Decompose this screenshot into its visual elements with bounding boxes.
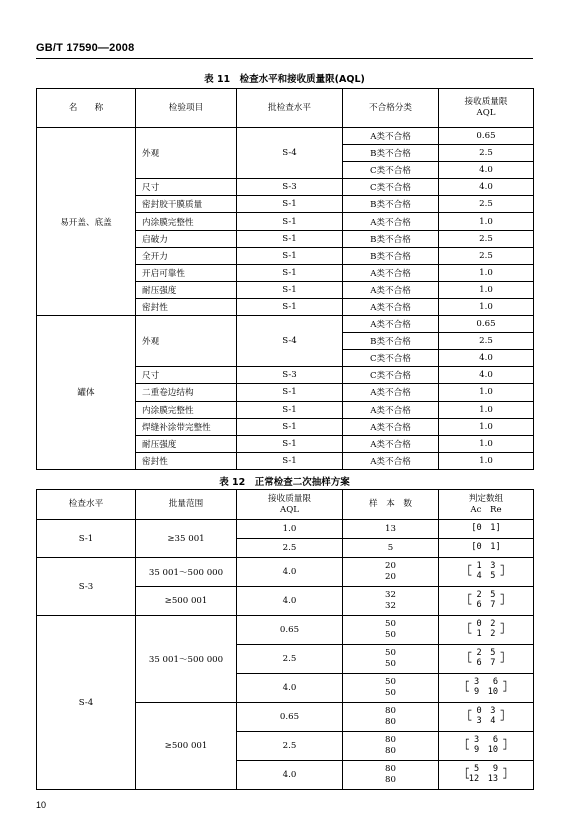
- decision-array-cell: [439, 616, 534, 645]
- aql-value-cell: 4.0: [237, 674, 343, 703]
- inspection-level-cell: S-1: [237, 384, 343, 401]
- sample-size-value: 5: [387, 542, 394, 553]
- col-header-aql-label: 接收质量限: [268, 493, 311, 504]
- sample-size-value: 50: [385, 648, 396, 659]
- nonconformity-class-cell: B类不合格: [343, 196, 439, 213]
- col-header-decision-label: 判定数组: [468, 493, 504, 504]
- lot-range-cell: ≥35 001: [136, 520, 237, 558]
- nonconformity-class-cell: A类不合格: [343, 435, 439, 452]
- inspection-item-cell: 耐压强度: [136, 435, 237, 452]
- product-name-cell: 易开盖、底盖: [37, 128, 136, 316]
- decision-array-cell: [439, 539, 534, 558]
- nonconformity-class-cell: A类不合格: [343, 316, 439, 333]
- nonconformity-class-cell: A类不合格: [343, 281, 439, 298]
- aql-value-cell: 4.0: [439, 179, 534, 196]
- ac-re-value: ┌ 5 9 ┐: [463, 764, 509, 775]
- inspection-item-cell: 内涂膜完整性: [136, 401, 237, 418]
- inspection-item-cell: 尺寸: [136, 367, 237, 384]
- nonconformity-class-cell: B类不合格: [343, 247, 439, 264]
- table12-caption: 表 12 正常检查二次抽样方案: [219, 477, 350, 488]
- inspection-item-cell: 耐压强度: [136, 281, 237, 298]
- inspection-level-cell: S-1: [237, 281, 343, 298]
- sample-size-value: 80: [385, 775, 396, 785]
- ac-re-value: └ 3 4 ┘: [466, 716, 506, 726]
- inspection-level-cell: S-3: [37, 558, 136, 616]
- nonconformity-class-cell: A类不合格: [343, 128, 439, 145]
- sample-size-value: 13: [385, 523, 396, 534]
- inspection-level-cell: S-1: [237, 298, 343, 315]
- lot-range-cell: ≥500 001: [136, 703, 237, 790]
- inspection-item-cell: 尺寸: [136, 179, 237, 196]
- nonconformity-class-cell: B类不合格: [343, 333, 439, 350]
- ac-re-value: ┌ 3 6 ┐: [463, 677, 509, 688]
- inspection-level-cell: S-4: [37, 616, 136, 790]
- col-header-item: 检验项目: [136, 89, 237, 128]
- nonconformity-class-cell: C类不合格: [343, 162, 439, 179]
- inspection-item-cell: 外观: [136, 128, 237, 179]
- col-header-class: 不合格分类: [343, 89, 439, 128]
- inspection-level-aql-table: [36, 88, 534, 470]
- inspection-item-cell: 密封胶干膜质量: [136, 196, 237, 213]
- decision-array-cell: [439, 703, 534, 732]
- aql-value-cell: 2.5: [237, 645, 343, 674]
- inspection-item-cell: 内涂膜完整性: [136, 213, 237, 230]
- sample-size-cell: [343, 587, 439, 616]
- ac-re-value: └ 9 10 ┘: [463, 687, 509, 697]
- col-header-aql-label: 接收质量限: [464, 97, 508, 108]
- ac-re-value: └ 9 10 ┘: [463, 745, 509, 755]
- table-row: [37, 520, 534, 539]
- sample-size-value: 20: [385, 572, 396, 582]
- sample-size-value: 50: [385, 630, 396, 640]
- sample-size-value: 80: [385, 735, 396, 746]
- sample-size-value: 50: [385, 659, 396, 669]
- sample-size-value: 80: [385, 746, 396, 756]
- sample-size-cell: [343, 703, 439, 732]
- decision-array-cell: [439, 732, 534, 761]
- table12-body: [37, 520, 534, 790]
- ac-re-value: ┌ 1 3 ┐: [466, 561, 506, 572]
- sample-size-cell: [343, 520, 439, 539]
- ac-re-value: └12 13 ┘: [463, 774, 509, 784]
- product-name-cell: 罐体: [37, 316, 136, 470]
- inspection-level-cell: S-1: [237, 418, 343, 435]
- nonconformity-class-cell: A类不合格: [343, 213, 439, 230]
- ac-re-value: └ 6 7 ┘: [466, 600, 506, 610]
- nonconformity-class-cell: C类不合格: [343, 367, 439, 384]
- aql-value-cell: 4.0: [439, 367, 534, 384]
- col-header-name: 名 称: [37, 89, 136, 128]
- aql-value-cell: 1.0: [439, 401, 534, 418]
- ac-re-value: ┌ 2 5 ┐: [466, 648, 506, 659]
- col-header-aql-abbr: AQL: [280, 504, 299, 515]
- sample-size-cell: [343, 732, 439, 761]
- page-number: 10: [36, 800, 47, 810]
- nonconformity-class-cell: A类不合格: [343, 418, 439, 435]
- aql-value-cell: 1.0: [439, 298, 534, 315]
- aql-value-cell: 4.0: [237, 587, 343, 616]
- inspection-level-cell: S-4: [237, 128, 343, 179]
- nonconformity-class-cell: A类不合格: [343, 264, 439, 281]
- inspection-item-cell: 启破力: [136, 230, 237, 247]
- inspection-item-cell: 密封性: [136, 298, 237, 315]
- ac-re-value: └ 4 5 ┘: [466, 571, 506, 581]
- decision-array-cell: [439, 645, 534, 674]
- decision-array-cell: [439, 674, 534, 703]
- sample-size-value: 50: [385, 619, 396, 630]
- inspection-level-cell: S-1: [237, 196, 343, 213]
- sample-size-cell: [343, 645, 439, 674]
- inspection-item-cell: 开启可靠性: [136, 264, 237, 281]
- table-row: [37, 616, 534, 645]
- aql-value-cell: 0.65: [237, 703, 343, 732]
- inspection-item-cell: 密封性: [136, 452, 237, 469]
- table11-caption: 表 11 检查水平和接收质量限(AQL): [204, 74, 365, 85]
- standard-number: GB/T 17590—2008: [36, 42, 135, 54]
- sample-size-cell: [343, 674, 439, 703]
- aql-value-cell: 0.65: [439, 128, 534, 145]
- inspection-item-cell: 二重卷边结构: [136, 384, 237, 401]
- inspection-level-cell: S-4: [237, 316, 343, 367]
- inspection-level-cell: S-1: [37, 520, 136, 558]
- inspection-item-cell: 焊缝补涂带完整性: [136, 418, 237, 435]
- lot-range-cell: 35 001～500 000: [136, 616, 237, 703]
- sample-size-cell: [343, 539, 439, 558]
- aql-value-cell: 1.0: [237, 520, 343, 539]
- nonconformity-class-cell: A类不合格: [343, 401, 439, 418]
- aql-value-cell: 1.0: [439, 418, 534, 435]
- aql-value-cell: 1.0: [439, 452, 534, 469]
- aql-value-cell: 4.0: [439, 350, 534, 367]
- decision-array-cell: [439, 587, 534, 616]
- sample-size-value: 80: [385, 706, 396, 717]
- col-header-aql: [439, 89, 534, 128]
- decision-array-cell: [439, 761, 534, 790]
- nonconformity-class-cell: B类不合格: [343, 230, 439, 247]
- aql-value-cell: 1.0: [439, 435, 534, 452]
- sample-size-value: 80: [385, 764, 396, 775]
- col-header-aql-abbr: AQL: [476, 108, 496, 118]
- aql-value-cell: 0.65: [439, 316, 534, 333]
- ac-re-value: ┌ 0 2 ┐: [466, 619, 506, 630]
- ac-re-value: ┌ 0 3 ┐: [466, 706, 506, 717]
- inspection-level-cell: S-1: [237, 230, 343, 247]
- inspection-level-cell: S-3: [237, 179, 343, 196]
- inspection-level-cell: S-1: [237, 401, 343, 418]
- inspection-level-cell: S-1: [237, 435, 343, 452]
- sample-size-cell: [343, 616, 439, 645]
- nonconformity-class-cell: A类不合格: [343, 452, 439, 469]
- lot-range-cell: 35 001～500 000: [136, 558, 237, 587]
- col-header-inspection-level: 检查水平: [37, 490, 136, 520]
- aql-value-cell: 4.0: [237, 761, 343, 790]
- inspection-level-cell: S-1: [237, 264, 343, 281]
- aql-value-cell: 2.5: [237, 539, 343, 558]
- aql-value-cell: 4.0: [439, 162, 534, 179]
- inspection-level-cell: S-1: [237, 213, 343, 230]
- aql-value-cell: 2.5: [439, 196, 534, 213]
- col-header-aql: [237, 490, 343, 520]
- aql-value-cell: 4.0: [237, 558, 343, 587]
- double-sampling-plan-table: [36, 489, 534, 790]
- inspection-level-cell: S-1: [237, 247, 343, 264]
- header-rule: [36, 58, 533, 59]
- aql-value-cell: 1.0: [439, 213, 534, 230]
- nonconformity-class-cell: A类不合格: [343, 298, 439, 315]
- table-row: [37, 558, 534, 587]
- sample-size-value: 50: [385, 688, 396, 698]
- decision-array-cell: [439, 520, 534, 539]
- aql-value-cell: 2.5: [237, 732, 343, 761]
- nonconformity-class-cell: C类不合格: [343, 350, 439, 367]
- sample-size-value: 50: [385, 677, 396, 688]
- sample-size-value: 80: [385, 717, 396, 727]
- nonconformity-class-cell: A类不合格: [343, 384, 439, 401]
- col-header-lot-range: 批量范围: [136, 490, 237, 520]
- sample-size-value: 20: [385, 561, 396, 572]
- aql-value-cell: 1.0: [439, 384, 534, 401]
- aql-value-cell: 2.5: [439, 145, 534, 162]
- col-header-ac-re: Ac Re: [470, 504, 502, 515]
- aql-value-cell: 1.0: [439, 264, 534, 281]
- sample-size-value: 32: [385, 601, 396, 611]
- aql-value-cell: 2.5: [439, 333, 534, 350]
- nonconformity-class-cell: C类不合格: [343, 179, 439, 196]
- inspection-level-cell: S-3: [237, 367, 343, 384]
- ac-re-value: ┌ 3 6 ┐: [463, 735, 509, 746]
- ac-re-value: [0 1]: [471, 523, 501, 534]
- ac-re-value: [0 1]: [471, 542, 501, 553]
- decision-array-cell: [439, 558, 534, 587]
- aql-value-cell: 2.5: [439, 247, 534, 264]
- inspection-level-cell: S-1: [237, 452, 343, 469]
- inspection-item-cell: 外观: [136, 316, 237, 367]
- aql-value-cell: 1.0: [439, 281, 534, 298]
- sample-size-cell: [343, 558, 439, 587]
- table-row: [37, 128, 534, 145]
- ac-re-value: ┌ 2 5 ┐: [466, 590, 506, 601]
- ac-re-value: └ 6 7 ┘: [466, 658, 506, 668]
- sample-size-value: 32: [385, 590, 396, 601]
- aql-value-cell: 0.65: [237, 616, 343, 645]
- table-row: [37, 316, 534, 333]
- col-header-sample-size: 样 本 数: [343, 490, 439, 520]
- table11-body: [37, 128, 534, 470]
- nonconformity-class-cell: B类不合格: [343, 145, 439, 162]
- col-header-decision: [439, 490, 534, 520]
- sample-size-cell: [343, 761, 439, 790]
- col-header-level: 批检查水平: [237, 89, 343, 128]
- inspection-item-cell: 全开力: [136, 247, 237, 264]
- ac-re-value: └ 1 2 ┘: [466, 629, 506, 639]
- lot-range-cell: ≥500 001: [136, 587, 237, 616]
- aql-value-cell: 2.5: [439, 230, 534, 247]
